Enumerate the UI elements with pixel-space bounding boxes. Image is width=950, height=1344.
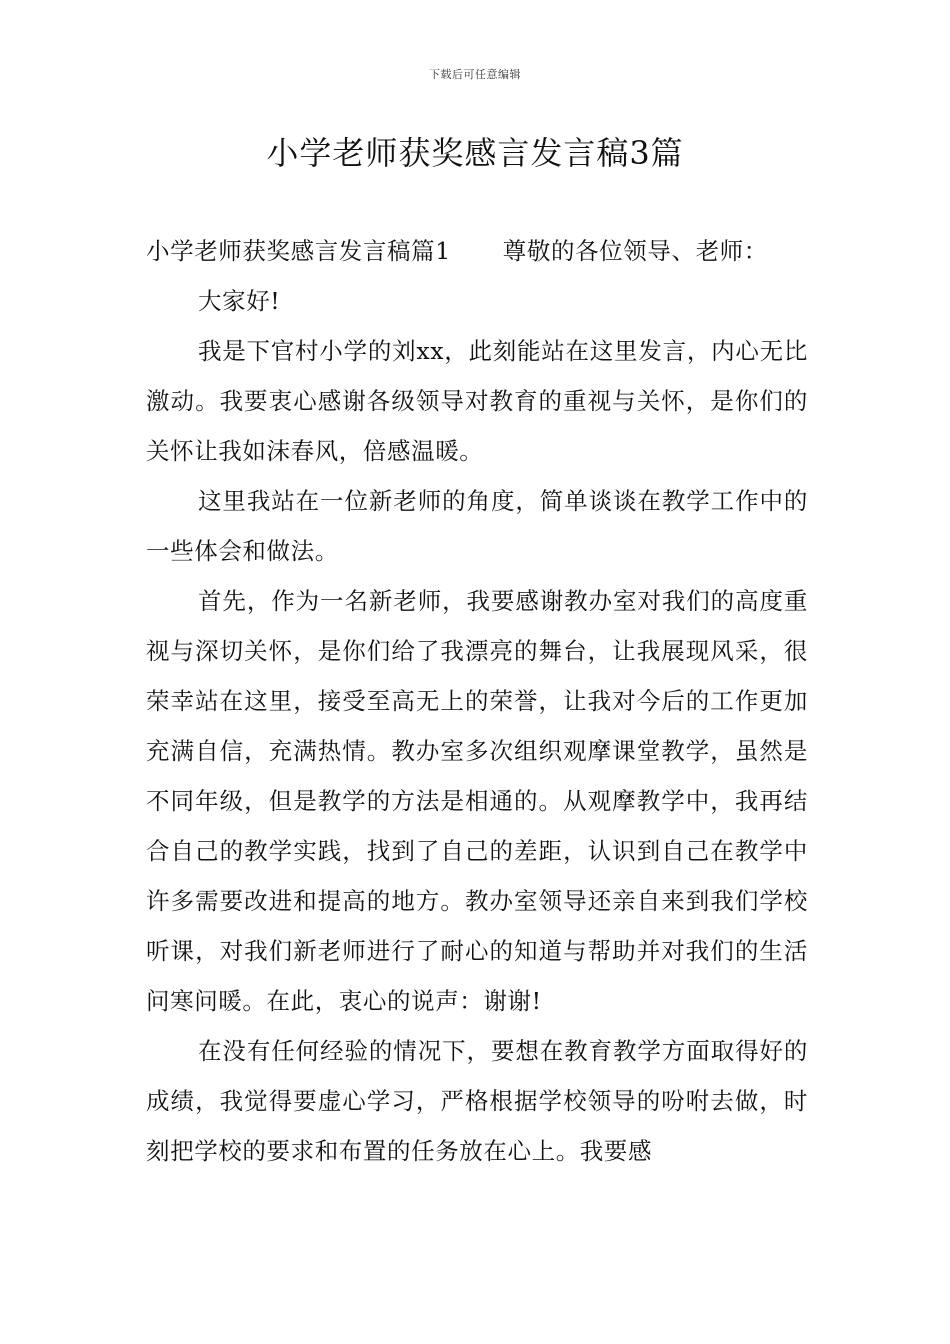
paragraph-gratitude: 首先，作为一名新老师，我要感谢教办室对我们的高度重视与深切关怀，是你们给了我漂亮的舞台，让我展现风采，很荣幸站在这里，接受至高无上的荣誉，让我对今后的工作更加充满自信，充满热情。教办室多次组织观摩课堂教学，虽然是不同年级，但是教学的方法是相通的。从观摩教学中，我再结合自己的教学实践，找到了自己的差距，认识到自己在教学中许多需要改进和提高的地方。教办室领导还亲自来到我们学校听课，对我们新老师进行了耐心的知道与帮助并对我们的生活问寒问暖。在此，衷心的说声：谢谢!	[146, 587, 808, 1015]
header-note: 下载后可任意编辑	[429, 68, 521, 81]
section-opening-line	[146, 226, 808, 276]
document-body	[146, 226, 808, 1176]
paragraph-perspective: 这里我站在一位新老师的角度，简单谈谈在教学工作中的一些体会和做法。	[146, 487, 808, 565]
paragraph-introduction: 我是下官村小学的刘xx，此刻能站在这里发言，内心无比激动。我要衷心感谢各级领导对教育的重视与关怀，是你们的关怀让我如沫春风，倍感温暖。	[146, 337, 808, 465]
paragraph-experience: 在没有任何经验的情况下，要想在教育教学方面取得好的成绩，我觉得要虚心学习，严格根据学校领导的吩咐去做，时刻把学校的要求和布置的任务放在心上。我要感	[146, 1037, 808, 1165]
section-heading: 小学老师获奖感言发言稿篇1	[146, 237, 451, 265]
page-title: 小学老师获奖感言发言稿3篇	[266, 134, 684, 172]
paragraph-greeting: 大家好!	[198, 287, 281, 315]
salutation: 尊敬的各位领导、老师：	[502, 237, 768, 265]
